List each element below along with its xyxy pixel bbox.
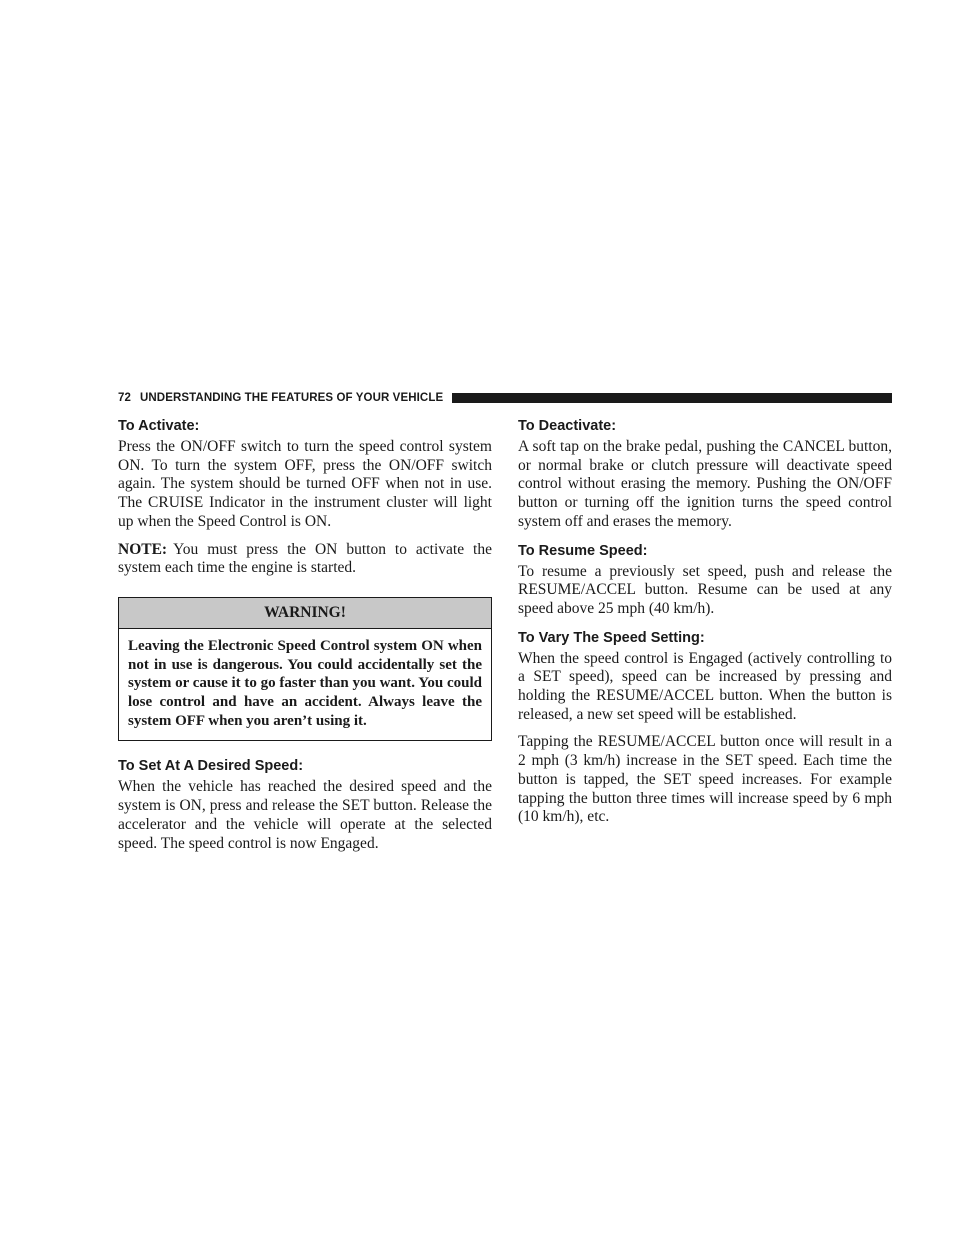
- resume-heading: To Resume Speed:: [518, 542, 648, 559]
- vary-heading: To Vary The Speed Setting:: [518, 629, 705, 646]
- set-speed-body: When the vehicle has reached the desired speed and the system is ON, press and release the SET button. Release the accelerator and the vehicle will operate at the selected speed. The speed control is now Engaged.: [118, 778, 492, 852]
- page-header: [118, 388, 892, 408]
- warning-body: Leaving the Electronic Speed Control system ON when not in use is dangerous. You could accidentally set the system or cause it to go faster than you want. You could lose control and have an accident. Always leave the system OFF when you aren’t using it.: [128, 637, 482, 729]
- left-column: [118, 417, 492, 853]
- header-rule: [452, 393, 892, 403]
- note-text: You must press the ON button to activate the system each time the engine is started.: [118, 540, 492, 577]
- page-number: 72: [118, 392, 131, 404]
- vary-body-1: When the speed control is Engaged (actively controlling to a SET speed), speed can be increased by pressing and holding the RESUME/ACCEL button. When the button is released, a new set speed will be established.: [518, 649, 892, 723]
- deactivate-heading: To Deactivate:: [518, 418, 617, 434]
- activate-heading: To Activate:: [118, 418, 200, 434]
- vary-body-2: Tapping the RESUME/ACCEL button once will result in a 2 mph (3 km/h) increase in the SET speed. Each time the button is tapped, the SET speed increases. For example tapping the button three times will increase speed by 6 mph (10 km/h), etc.: [518, 733, 892, 826]
- right-column: [518, 417, 892, 827]
- warning-title: WARNING!: [119, 598, 491, 629]
- note-paragraph: [118, 541, 492, 578]
- note-label: NOTE:: [118, 540, 168, 558]
- set-speed-heading: To Set At A Desired Speed:: [118, 758, 304, 775]
- deactivate-body: A soft tap on the brake pedal, pushing the CANCEL button, or normal brake or clutch pressure will deactivate speed control without erasing the memory. Pushing the ON/OFF button or turning off the ignition turns the speed control system off and erases the memory.: [518, 438, 892, 530]
- section-title: UNDERSTANDING THE FEATURES OF YOUR VEHICLE: [140, 392, 444, 404]
- warning-box: [118, 597, 492, 742]
- resume-body: To resume a previously set speed, push and release the RESUME/ACCEL button. Resume can be used at any speed above 25 mph (40 km/h).: [518, 562, 892, 617]
- activate-body: Press the ON/OFF switch to turn the speed control system ON. To turn the system OFF, press the ON/OFF switch again. The system should be turned OFF when not in use. The CRUISE Indicator in the instrument cluster will light up when the Speed Control is ON.: [118, 438, 492, 530]
